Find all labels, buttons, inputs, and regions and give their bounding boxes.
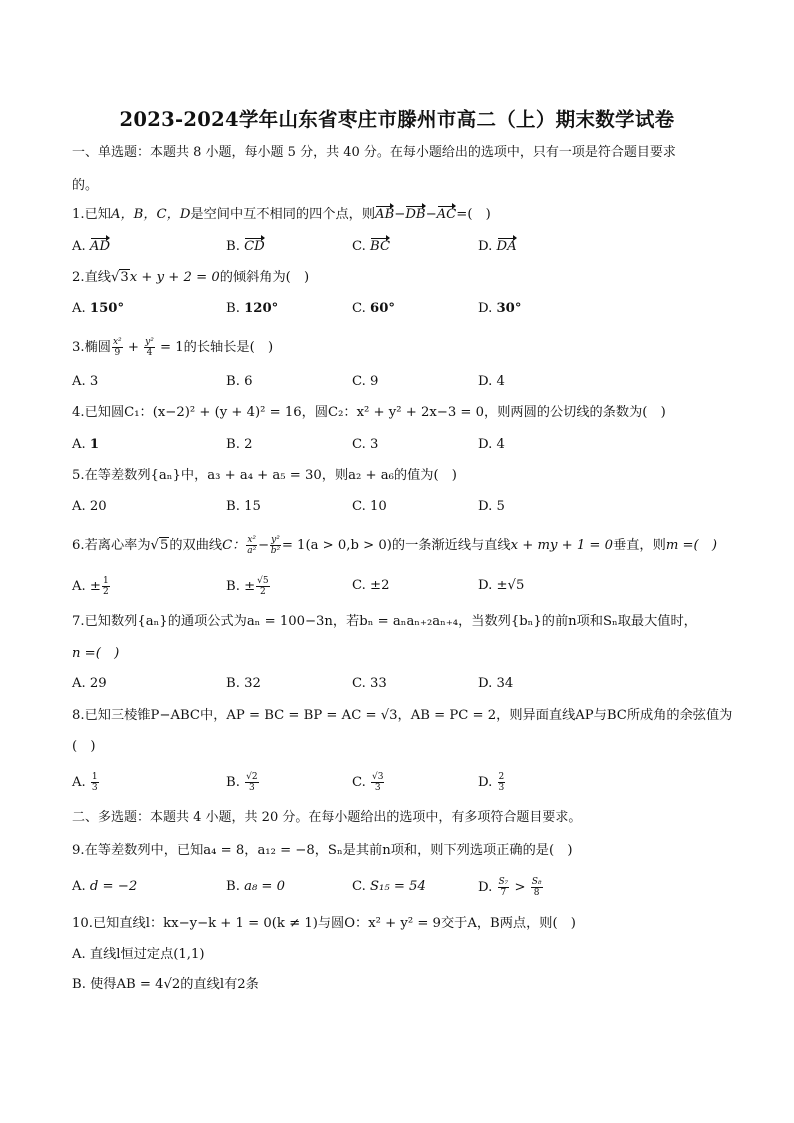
question-6: 6.若离心率为√5的双曲线C： $\frac{\text{x²}}{\text{a²}}$ − $\frac{\text{y²}}{\text{b²}}$ = 1(a > 0,b > 0)的一条渐近线与直线x + my + 1 = 0垂直，则m =( ) (72, 535, 718, 556)
sqrt-5: √5 (150, 538, 169, 553)
q4-option-c[interactable]: C. 3 (352, 437, 379, 452)
section-1-heading-cont: 的。 (72, 178, 99, 193)
section-2-heading: 二、多选题：本题共 4 小题，共 20 分。在每小题给出的选项中，有多项符合题目要求。 (72, 810, 582, 825)
q1-option-b[interactable]: B. CD (226, 237, 265, 257)
q8-option-a[interactable]: A. $\frac{1}{3}$ (72, 772, 98, 793)
q9-option-b[interactable]: B. a₈ = 0 (226, 879, 286, 894)
q3-option-c[interactable]: C. 9 (352, 374, 379, 389)
question-5: 5.在等差数列{aₙ}中，a₃ + a₄ + a₅ = 30，则a₂ + a₆的值为( ) (72, 468, 457, 483)
q9-option-a[interactable]: A. d = −2 (72, 879, 138, 894)
q2-option-b[interactable]: B. 120° (226, 301, 279, 316)
q3-option-d[interactable]: D. 4 (478, 374, 505, 389)
vector-ac: AC (437, 205, 457, 225)
question-3: 3.椭圆 $\frac{\text{x²}}{9}$ + $\frac{\text{y²}}{4}$ = 1的长轴长是( ) (72, 337, 274, 358)
question-1: 1.已知A，B，C，D是空间中互不相同的四个点，则AB−DB−AC=( ) (72, 205, 491, 225)
question-4: 4.已知圆C₁：(x−2)² + (y + 4)² = 16，圆C₂：x² + y² + 2x−3 = 0，则两圆的公切线的条数为( ) (72, 405, 666, 420)
q8-option-b[interactable]: B. $\frac{√2}{3}$ (226, 772, 258, 793)
fraction-x2-9: $\frac{\text{x²}}{9}$ (112, 337, 122, 358)
question-10: 10.已知直线l：kx−y−k + 1 = 0(k ≠ 1)与圆O：x² + y² = 9交于A，B两点，则( ) (72, 916, 576, 931)
q1-option-c[interactable]: C. BC (352, 237, 390, 257)
q6-option-b[interactable]: B. ± $\frac{√5}{2}$ (226, 576, 269, 597)
q1-option-d[interactable]: D. DA (478, 237, 517, 257)
question-7: 7.已知数列{aₙ}的通项公式为aₙ = 100−3n，若bₙ = aₙaₙ₊₂aₙ₊₄，当数列{bₙ}的前n项和Sₙ取最大值时， (72, 614, 697, 629)
q2-option-a[interactable]: A. 150° (72, 301, 125, 316)
question-2: 2.直线√3x + y + 2 = 0的倾斜角为( ) (72, 268, 309, 288)
q4-option-a[interactable]: A. 1 (72, 437, 100, 452)
question-8: 8.已知三棱锥P−ABC中，AP = BC = BP = AC = √3，AB = PC = 2，则异面直线AP与BC所成角的余弦值为 (72, 708, 733, 723)
q5-option-b[interactable]: B. 15 (226, 499, 261, 514)
exam-title: 2023-2024学年山东省枣庄市滕州市高二（上）期末数学试卷 (119, 108, 675, 131)
q8-option-d[interactable]: D. $\frac{2}{3}$ (478, 772, 505, 793)
q5-option-d[interactable]: D. 5 (478, 499, 505, 514)
q8-option-c[interactable]: C. $\frac{√3}{3}$ (352, 772, 384, 793)
q7-option-b[interactable]: B. 32 (226, 676, 261, 691)
q2-option-d[interactable]: D. 30° (478, 301, 522, 316)
question-9: 9.在等差数列中，已知a₄ = 8，a₁₂ = −8，Sₙ是其前n项和，则下列选项正确的是( ) (72, 843, 573, 858)
q2-option-c[interactable]: C. 60° (352, 301, 395, 316)
vector-ab: AB (375, 205, 394, 225)
q7-option-d[interactable]: D. 34 (478, 676, 514, 691)
question-8-cont: ( ) (72, 739, 96, 754)
q5-option-a[interactable]: A. 20 (72, 499, 107, 514)
section-1-heading: 一、单选题：本题共 8 小题，每小题 5 分，共 40 分。在每小题给出的选项中，只有一项是符合题目要求 (72, 145, 676, 160)
q10-option-b[interactable]: B. 使得AB = 4√2的直线l有2条 (72, 977, 259, 992)
q5-option-c[interactable]: C. 10 (352, 499, 387, 514)
q6-option-a[interactable]: A. ± $\frac{1}{2}$ (72, 576, 109, 597)
q6-option-d[interactable]: D. ±√5 (478, 578, 525, 593)
q7-option-c[interactable]: C. 33 (352, 676, 387, 691)
q7-option-a[interactable]: A. 29 (72, 676, 107, 691)
q9-option-c[interactable]: C. S₁₅ = 54 (352, 879, 426, 894)
sqrt-3: √3 (110, 270, 129, 285)
question-7-cont: n =( ) (72, 646, 120, 661)
q3-option-b[interactable]: B. 6 (226, 374, 253, 389)
fraction-y2-4: $\frac{\text{y²}}{4}$ (145, 337, 154, 358)
q4-option-b[interactable]: B. 2 (226, 437, 253, 452)
q4-option-d[interactable]: D. 4 (478, 437, 505, 452)
q3-option-a[interactable]: A. 3 (72, 374, 99, 389)
q1-option-a[interactable]: A. AD (72, 237, 110, 257)
vector-db: DB (405, 205, 425, 225)
q10-option-a[interactable]: A. 直线l恒过定点(1,1) (72, 947, 205, 962)
q9-option-d[interactable]: D. $\frac{\text{S₇}}{7}$ > $\frac{\text{S₈}}{8}$ (478, 877, 542, 898)
q6-option-c[interactable]: C. ±2 (352, 578, 390, 593)
